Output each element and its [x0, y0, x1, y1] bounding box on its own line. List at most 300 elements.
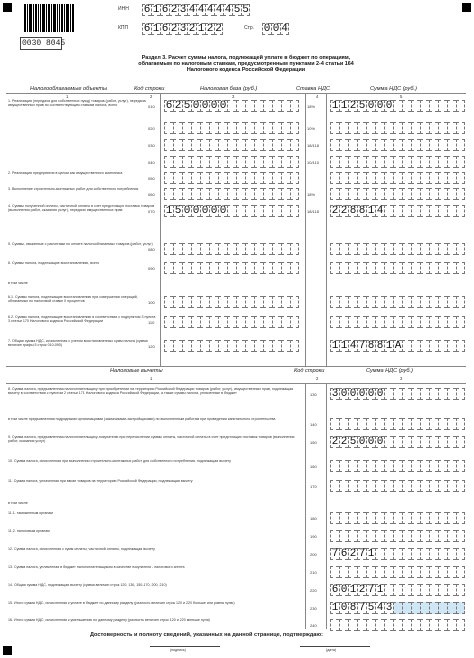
- tax-base-cell[interactable]: [218, 262, 227, 274]
- deduction-vat-cell[interactable]: 1: [376, 584, 384, 596]
- tax-base-cell[interactable]: [272, 172, 281, 184]
- vat-amount-cell[interactable]: [447, 262, 456, 274]
- tax-base-cell[interactable]: [173, 172, 182, 184]
- vat-amount-cell[interactable]: [393, 243, 402, 255]
- tax-base-cell[interactable]: [182, 122, 191, 134]
- vat-amount-cell[interactable]: [393, 296, 402, 308]
- tax-base-cell[interactable]: [173, 316, 182, 328]
- deduction-vat-cell[interactable]: [447, 530, 456, 542]
- deduction-vat-cell[interactable]: [357, 566, 366, 578]
- vat-amount-field[interactable]: [330, 122, 465, 134]
- vat-amount-cell[interactable]: [375, 188, 384, 200]
- vat-amount-cell[interactable]: [384, 139, 393, 151]
- vat-amount-cell[interactable]: [447, 340, 456, 352]
- vat-amount-cell[interactable]: [357, 139, 366, 151]
- tax-base-cell[interactable]: [272, 296, 281, 308]
- tax-base-cell[interactable]: [182, 316, 191, 328]
- vat-amount-cell[interactable]: [411, 262, 420, 274]
- vat-amount-cell[interactable]: 5: [358, 100, 366, 112]
- deduction-vat-cell[interactable]: [366, 480, 375, 492]
- vat-amount-cell[interactable]: [438, 262, 447, 274]
- vat-amount-cell[interactable]: [384, 243, 393, 255]
- tax-base-cell[interactable]: [173, 340, 182, 352]
- vat-amount-cell[interactable]: [357, 243, 366, 255]
- deduction-vat-cell[interactable]: [447, 566, 456, 578]
- vat-amount-cell[interactable]: 1: [331, 340, 339, 352]
- deduction-vat-field[interactable]: [330, 602, 465, 614]
- tax-base-cell[interactable]: [227, 156, 236, 168]
- vat-amount-cell[interactable]: [330, 139, 339, 151]
- kpp-cell[interactable]: 2: [215, 23, 222, 35]
- deduction-vat-cell[interactable]: [357, 460, 366, 472]
- tax-base-cell[interactable]: [173, 139, 182, 151]
- vat-amount-cell[interactable]: [366, 122, 375, 134]
- deduction-vat-cell[interactable]: [429, 566, 438, 578]
- vat-amount-cell[interactable]: [357, 296, 366, 308]
- deduction-vat-cell[interactable]: [420, 388, 429, 400]
- deduction-vat-cell[interactable]: [393, 584, 402, 596]
- vat-amount-cell[interactable]: [375, 139, 384, 151]
- tax-base-cell[interactable]: [164, 262, 173, 274]
- deduction-vat-cell[interactable]: [411, 418, 420, 430]
- tax-base-cell[interactable]: [182, 243, 191, 255]
- vat-amount-cell[interactable]: [339, 243, 348, 255]
- deduction-vat-cell[interactable]: 2: [358, 584, 366, 596]
- tax-base-cell[interactable]: [191, 243, 200, 255]
- vat-amount-cell[interactable]: [393, 156, 402, 168]
- tax-base-cell[interactable]: [218, 156, 227, 168]
- tax-base-cell[interactable]: [164, 156, 173, 168]
- tax-base-cell[interactable]: [164, 316, 173, 328]
- tax-base-cell[interactable]: [236, 156, 245, 168]
- deduction-vat-cell[interactable]: [330, 460, 339, 472]
- vat-amount-field[interactable]: [330, 205, 465, 217]
- vat-amount-cell[interactable]: [366, 296, 375, 308]
- vat-amount-cell[interactable]: [420, 156, 429, 168]
- deduction-vat-cell[interactable]: [366, 619, 375, 631]
- deduction-vat-cell[interactable]: 3: [331, 388, 339, 400]
- vat-amount-cell[interactable]: [366, 172, 375, 184]
- deduction-vat-cell[interactable]: [429, 436, 438, 448]
- vat-amount-cell[interactable]: [339, 296, 348, 308]
- vat-amount-cell[interactable]: [384, 156, 393, 168]
- vat-amount-cell[interactable]: [456, 296, 465, 308]
- deduction-vat-cell[interactable]: [375, 512, 384, 524]
- tax-base-cell[interactable]: [290, 296, 299, 308]
- vat-amount-cell[interactable]: [429, 316, 438, 328]
- tax-base-cell[interactable]: [263, 100, 272, 112]
- tax-base-cell[interactable]: [245, 122, 254, 134]
- tax-base-cell[interactable]: [209, 262, 218, 274]
- deduction-vat-cell[interactable]: [384, 619, 393, 631]
- tax-base-cell[interactable]: [272, 156, 281, 168]
- inn-cell[interactable]: 6: [161, 4, 169, 16]
- deduction-vat-cell[interactable]: [411, 436, 420, 448]
- vat-amount-cell[interactable]: [330, 156, 339, 168]
- tax-base-field[interactable]: [164, 172, 299, 184]
- vat-amount-cell[interactable]: [438, 316, 447, 328]
- deduction-vat-cell[interactable]: 6: [340, 548, 348, 560]
- deduction-vat-cell[interactable]: [438, 530, 447, 542]
- vat-amount-cell[interactable]: [447, 316, 456, 328]
- deduction-vat-cell[interactable]: [402, 584, 411, 596]
- deduction-vat-cell[interactable]: 7: [367, 584, 375, 596]
- vat-amount-cell[interactable]: [393, 205, 402, 217]
- tax-base-cell[interactable]: [290, 340, 299, 352]
- deduction-vat-cell[interactable]: 0: [367, 436, 375, 448]
- vat-amount-cell[interactable]: [411, 172, 420, 184]
- tax-base-cell[interactable]: [182, 188, 191, 200]
- tax-base-cell[interactable]: [182, 340, 191, 352]
- deduction-vat-cell[interactable]: [393, 388, 402, 400]
- deduction-vat-cell[interactable]: [447, 480, 456, 492]
- deduction-vat-cell[interactable]: 2: [340, 436, 348, 448]
- vat-amount-cell[interactable]: [402, 316, 411, 328]
- deduction-vat-cell[interactable]: [384, 566, 393, 578]
- vat-amount-cell[interactable]: [429, 243, 438, 255]
- deduction-vat-cell[interactable]: [456, 584, 465, 596]
- deduction-vat-cell[interactable]: [357, 619, 366, 631]
- deduction-vat-cell[interactable]: [411, 530, 420, 542]
- deduction-vat-cell[interactable]: [420, 480, 429, 492]
- vat-amount-cell[interactable]: [384, 188, 393, 200]
- deduction-vat-cell[interactable]: [411, 619, 420, 631]
- deduction-vat-cell[interactable]: [420, 436, 429, 448]
- tax-base-cell[interactable]: 1: [165, 205, 173, 217]
- kpp-cell[interactable]: 1: [197, 23, 205, 35]
- tax-base-cell[interactable]: [227, 316, 236, 328]
- tax-base-cell[interactable]: [164, 340, 173, 352]
- tax-base-cell[interactable]: [227, 139, 236, 151]
- vat-amount-cell[interactable]: 7: [358, 340, 366, 352]
- vat-amount-cell[interactable]: [393, 262, 402, 274]
- tax-base-cell[interactable]: [281, 296, 290, 308]
- deduction-vat-cell[interactable]: [429, 460, 438, 472]
- deduction-vat-cell[interactable]: 0: [340, 388, 348, 400]
- deduction-vat-cell[interactable]: [384, 480, 393, 492]
- tax-base-cell[interactable]: [200, 262, 209, 274]
- inn-cell[interactable]: 5: [242, 4, 249, 16]
- vat-amount-cell[interactable]: [339, 156, 348, 168]
- vat-amount-cell[interactable]: [366, 243, 375, 255]
- tax-base-cell[interactable]: [200, 139, 209, 151]
- deduction-vat-cell[interactable]: [420, 619, 429, 631]
- deduction-vat-cell[interactable]: [393, 619, 402, 631]
- tax-base-cell[interactable]: 0: [219, 205, 227, 217]
- tax-base-cell[interactable]: 5: [174, 205, 182, 217]
- vat-amount-cell[interactable]: A: [394, 340, 402, 352]
- deduction-vat-cell[interactable]: [393, 602, 402, 614]
- vat-amount-cell[interactable]: [429, 100, 438, 112]
- vat-amount-cell[interactable]: [339, 262, 348, 274]
- deduction-vat-field[interactable]: [330, 418, 465, 430]
- deduction-vat-cell[interactable]: [339, 460, 348, 472]
- deduction-vat-cell[interactable]: [384, 460, 393, 472]
- deduction-vat-cell[interactable]: [438, 584, 447, 596]
- deduction-vat-cell[interactable]: [375, 530, 384, 542]
- deduction-vat-cell[interactable]: [348, 530, 357, 542]
- deduction-vat-cell[interactable]: [348, 512, 357, 524]
- vat-amount-cell[interactable]: [330, 262, 339, 274]
- tax-base-cell[interactable]: [200, 156, 209, 168]
- vat-amount-cell[interactable]: [411, 340, 420, 352]
- kpp-cell[interactable]: 2: [170, 23, 178, 35]
- deduction-vat-cell[interactable]: [429, 530, 438, 542]
- tax-base-cell[interactable]: 0: [201, 205, 209, 217]
- vat-amount-field[interactable]: [330, 243, 465, 255]
- vat-amount-cell[interactable]: [420, 296, 429, 308]
- deduction-vat-cell[interactable]: [384, 388, 393, 400]
- deduction-vat-cell[interactable]: [402, 566, 411, 578]
- tax-base-cell[interactable]: [263, 172, 272, 184]
- vat-amount-cell[interactable]: [438, 100, 447, 112]
- tax-base-cell[interactable]: [191, 156, 200, 168]
- deduction-vat-cell[interactable]: [411, 388, 420, 400]
- vat-amount-cell[interactable]: [411, 296, 420, 308]
- vat-amount-cell[interactable]: 1: [331, 100, 339, 112]
- tax-base-cell[interactable]: [173, 188, 182, 200]
- deduction-vat-cell[interactable]: [402, 548, 411, 560]
- vat-amount-cell[interactable]: [456, 188, 465, 200]
- tax-base-cell[interactable]: [290, 156, 299, 168]
- deduction-vat-cell[interactable]: [456, 388, 465, 400]
- tax-base-cell[interactable]: [281, 262, 290, 274]
- vat-amount-cell[interactable]: [438, 172, 447, 184]
- vat-amount-cell[interactable]: [339, 188, 348, 200]
- tax-base-cell[interactable]: [218, 243, 227, 255]
- tax-base-field[interactable]: [164, 296, 299, 308]
- deduction-vat-cell[interactable]: [375, 548, 384, 560]
- deduction-vat-cell[interactable]: [411, 512, 420, 524]
- vat-amount-cell[interactable]: [393, 316, 402, 328]
- tax-base-cell[interactable]: [254, 122, 263, 134]
- kpp-cell[interactable]: 2: [206, 23, 214, 35]
- deduction-vat-cell[interactable]: [384, 436, 393, 448]
- tax-base-cell[interactable]: [263, 296, 272, 308]
- deduction-vat-cell[interactable]: [420, 418, 429, 430]
- vat-amount-cell[interactable]: [375, 172, 384, 184]
- vat-amount-cell[interactable]: [384, 172, 393, 184]
- vat-amount-cell[interactable]: [375, 156, 384, 168]
- tax-base-cell[interactable]: [263, 156, 272, 168]
- vat-amount-cell[interactable]: [456, 139, 465, 151]
- tax-base-cell[interactable]: [290, 100, 299, 112]
- deduction-vat-cell[interactable]: [339, 619, 348, 631]
- vat-amount-cell[interactable]: [447, 172, 456, 184]
- tax-base-cell[interactable]: [218, 316, 227, 328]
- vat-amount-cell[interactable]: [447, 296, 456, 308]
- deduction-vat-cell[interactable]: [420, 566, 429, 578]
- tax-base-field[interactable]: [164, 139, 299, 151]
- deduction-vat-cell[interactable]: [366, 512, 375, 524]
- deduction-vat-cell[interactable]: 1: [367, 548, 375, 560]
- deduction-vat-cell[interactable]: [384, 512, 393, 524]
- vat-amount-cell[interactable]: 2: [349, 100, 357, 112]
- deduction-vat-cell[interactable]: [456, 566, 465, 578]
- deduction-vat-field[interactable]: [330, 436, 465, 448]
- tax-base-cell[interactable]: [272, 340, 281, 352]
- tax-base-cell[interactable]: [218, 188, 227, 200]
- deduction-vat-cell[interactable]: [420, 584, 429, 596]
- deduction-vat-cell[interactable]: 0: [367, 388, 375, 400]
- tax-base-cell[interactable]: [191, 188, 200, 200]
- vat-amount-cell[interactable]: [402, 262, 411, 274]
- deduction-vat-cell[interactable]: [438, 480, 447, 492]
- deduction-vat-cell[interactable]: 0: [358, 436, 366, 448]
- tax-base-cell[interactable]: [218, 122, 227, 134]
- deduction-vat-cell[interactable]: [447, 548, 456, 560]
- tax-base-cell[interactable]: [182, 262, 191, 274]
- tax-base-cell[interactable]: [209, 243, 218, 255]
- vat-amount-cell[interactable]: [357, 156, 366, 168]
- deduction-vat-cell[interactable]: [330, 418, 339, 430]
- tax-base-cell[interactable]: 5: [183, 100, 191, 112]
- tax-base-cell[interactable]: [245, 172, 254, 184]
- vat-amount-cell[interactable]: [456, 340, 465, 352]
- kpp-cell[interactable]: 6: [143, 23, 151, 35]
- tax-base-cell[interactable]: [227, 100, 236, 112]
- deduction-vat-cell[interactable]: [438, 512, 447, 524]
- tax-base-cell[interactable]: [272, 205, 281, 217]
- deduction-vat-cell[interactable]: [366, 566, 375, 578]
- vat-amount-cell[interactable]: [366, 139, 375, 151]
- vat-amount-cell[interactable]: 4: [349, 340, 357, 352]
- tax-base-cell[interactable]: [209, 156, 218, 168]
- tax-base-cell[interactable]: [245, 243, 254, 255]
- tax-base-cell[interactable]: [191, 340, 200, 352]
- vat-amount-cell[interactable]: [402, 205, 411, 217]
- deduction-vat-cell[interactable]: [429, 512, 438, 524]
- deduction-vat-cell[interactable]: [438, 436, 447, 448]
- tax-base-cell[interactable]: [227, 296, 236, 308]
- deduction-vat-cell[interactable]: [438, 388, 447, 400]
- tax-base-cell[interactable]: [200, 316, 209, 328]
- vat-amount-cell[interactable]: [447, 122, 456, 134]
- vat-amount-cell[interactable]: [420, 172, 429, 184]
- vat-amount-cell[interactable]: [375, 262, 384, 274]
- vat-amount-cell[interactable]: [429, 139, 438, 151]
- vat-amount-cell[interactable]: [456, 262, 465, 274]
- tax-base-cell[interactable]: [263, 316, 272, 328]
- vat-amount-cell[interactable]: [438, 122, 447, 134]
- deduction-vat-cell[interactable]: [420, 512, 429, 524]
- tax-base-cell[interactable]: [236, 262, 245, 274]
- vat-amount-cell[interactable]: 1: [340, 100, 348, 112]
- tax-base-cell[interactable]: 0: [183, 205, 191, 217]
- vat-amount-cell[interactable]: [348, 296, 357, 308]
- deduction-vat-cell[interactable]: [456, 530, 465, 542]
- tax-base-cell[interactable]: 2: [174, 100, 182, 112]
- vat-amount-field[interactable]: [330, 172, 465, 184]
- tax-base-cell[interactable]: [191, 139, 200, 151]
- page-number-cell[interactable]: 0: [272, 23, 280, 35]
- vat-amount-cell[interactable]: [393, 188, 402, 200]
- vat-amount-cell[interactable]: [429, 340, 438, 352]
- vat-amount-cell[interactable]: [438, 205, 447, 217]
- deduction-vat-cell[interactable]: [375, 566, 384, 578]
- tax-base-cell[interactable]: [263, 188, 272, 200]
- vat-amount-cell[interactable]: [429, 296, 438, 308]
- deduction-vat-cell[interactable]: 5: [349, 436, 357, 448]
- vat-amount-cell[interactable]: [438, 243, 447, 255]
- deduction-vat-cell[interactable]: 4: [376, 602, 384, 614]
- tax-base-cell[interactable]: [164, 188, 173, 200]
- tax-base-cell[interactable]: [209, 316, 218, 328]
- deduction-vat-cell[interactable]: [402, 460, 411, 472]
- tax-base-cell[interactable]: [236, 172, 245, 184]
- vat-amount-cell[interactable]: 1: [385, 340, 393, 352]
- deduction-vat-cell[interactable]: 0: [376, 436, 384, 448]
- tax-base-cell[interactable]: [290, 262, 299, 274]
- vat-amount-cell[interactable]: [402, 156, 411, 168]
- deduction-vat-cell[interactable]: [375, 480, 384, 492]
- tax-base-field[interactable]: [164, 100, 299, 112]
- vat-amount-cell[interactable]: [438, 188, 447, 200]
- inn-cell[interactable]: 3: [179, 4, 187, 16]
- tax-base-cell[interactable]: [191, 262, 200, 274]
- deduction-vat-cell[interactable]: [447, 602, 456, 614]
- kpp-cell[interactable]: 3: [179, 23, 187, 35]
- tax-base-cell[interactable]: [200, 340, 209, 352]
- tax-base-cell[interactable]: [254, 316, 263, 328]
- deduction-vat-cell[interactable]: [429, 584, 438, 596]
- vat-amount-cell[interactable]: [393, 100, 402, 112]
- vat-amount-cell[interactable]: [420, 139, 429, 151]
- deduction-vat-cell[interactable]: [438, 619, 447, 631]
- deduction-vat-cell[interactable]: [456, 512, 465, 524]
- tax-base-cell[interactable]: [209, 122, 218, 134]
- deduction-vat-cell[interactable]: [330, 619, 339, 631]
- deduction-vat-cell[interactable]: [429, 602, 438, 614]
- vat-amount-cell[interactable]: [456, 156, 465, 168]
- deduction-vat-cell[interactable]: [429, 388, 438, 400]
- deduction-vat-cell[interactable]: 3: [385, 602, 393, 614]
- tax-base-cell[interactable]: [245, 316, 254, 328]
- deduction-vat-cell[interactable]: [447, 619, 456, 631]
- deduction-vat-field[interactable]: [330, 460, 465, 472]
- tax-base-cell[interactable]: [218, 296, 227, 308]
- vat-amount-cell[interactable]: [366, 156, 375, 168]
- tax-base-cell[interactable]: [236, 205, 245, 217]
- deduction-vat-cell[interactable]: [456, 602, 465, 614]
- deduction-vat-cell[interactable]: [339, 530, 348, 542]
- vat-amount-cell[interactable]: [402, 122, 411, 134]
- tax-base-cell[interactable]: [290, 172, 299, 184]
- tax-base-cell[interactable]: [290, 316, 299, 328]
- vat-amount-cell[interactable]: [402, 188, 411, 200]
- vat-amount-cell[interactable]: [330, 188, 339, 200]
- tax-base-cell[interactable]: [200, 122, 209, 134]
- vat-amount-cell[interactable]: [447, 139, 456, 151]
- tax-base-cell[interactable]: [200, 296, 209, 308]
- inn-cell[interactable]: 6: [143, 4, 151, 16]
- deduction-vat-cell[interactable]: [456, 460, 465, 472]
- inn-cell[interactable]: 4: [197, 4, 205, 16]
- deduction-vat-cell[interactable]: [402, 619, 411, 631]
- vat-amount-cell[interactable]: 1: [340, 340, 348, 352]
- vat-amount-cell[interactable]: [429, 205, 438, 217]
- vat-amount-cell[interactable]: [357, 188, 366, 200]
- vat-amount-cell[interactable]: [357, 122, 366, 134]
- vat-amount-cell[interactable]: [339, 139, 348, 151]
- deduction-vat-cell[interactable]: [429, 418, 438, 430]
- vat-amount-cell[interactable]: [357, 262, 366, 274]
- tax-base-cell[interactable]: [281, 139, 290, 151]
- tax-base-field[interactable]: [164, 205, 299, 217]
- deduction-vat-cell[interactable]: [357, 530, 366, 542]
- deduction-vat-cell[interactable]: 0: [340, 584, 348, 596]
- tax-base-cell[interactable]: [281, 100, 290, 112]
